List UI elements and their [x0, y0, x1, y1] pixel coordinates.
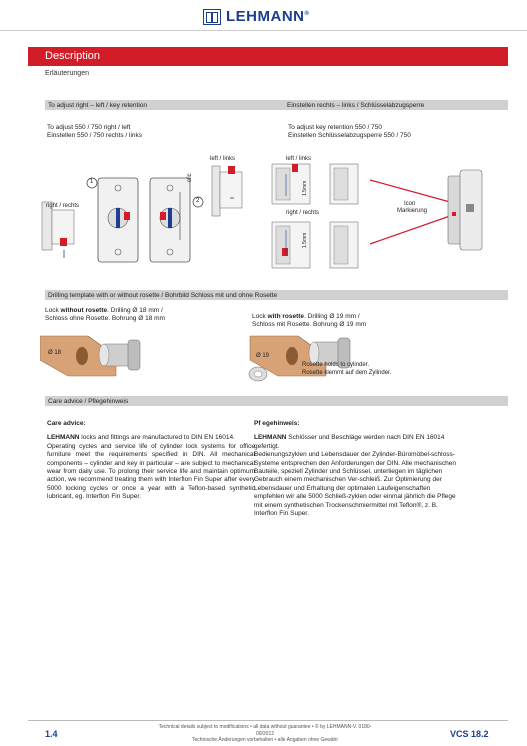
- key-retention-view-right: [330, 164, 358, 268]
- lock-body-1: [98, 178, 138, 262]
- label-icon: Icon: [404, 201, 416, 207]
- label-left-links: left / links: [210, 156, 236, 162]
- adjust-text-right: To adjust key retention 550 / 750 Einstellen Schlüsselabzugsperre 550 / 750: [288, 124, 411, 140]
- section-title-care: Care advice / Pflegehinweis: [48, 397, 129, 405]
- care-advice-en: [47, 420, 257, 502]
- section-bar-care: [45, 396, 508, 406]
- care-para2-en: Operating cycles and service life of cylinder lock systems for office furniture meet the requirements specified in DIN. All mechanical components – cylinder and key in particular – are subject to mechanical wear from daily use. To prolong their service life and maintain optimum action, we recommend treating them with Interflon Fin Super after every 5000 locking cycles or once a year with a Teflon-based synthetic lubricant, eg. Interflon Fin Super.: [47, 442, 255, 501]
- header-rule: [0, 30, 527, 31]
- page-subtitle: Erläuterungen: [45, 70, 89, 77]
- label-step1: 1: [90, 179, 94, 185]
- drilling-illustration: [40, 330, 480, 400]
- section-title-left: To adjust right – left / key retention: [48, 101, 147, 109]
- drilling-text-left: Lock without rosette. Drilling Ø 18 mm / Schloss ohne Rosette. Bohrung Ø 18 mm: [45, 307, 165, 323]
- adjustment-illustration: [40, 150, 500, 280]
- care-advice-de: [254, 420, 464, 518]
- page-title: Description: [45, 50, 101, 62]
- diameter-18: Ø 18: [48, 350, 62, 356]
- lock-side-view-right: [212, 166, 242, 216]
- page-number: 1.4: [45, 729, 58, 739]
- label-right-rechts: right / rechts: [46, 203, 80, 209]
- cylinder-without-rosette: [99, 340, 140, 370]
- cylinder-with-icon: [448, 170, 482, 250]
- drilling-text-right: Lock with rosette. Drilling Ø 19 mm / Schloss mit Rosette. Bohrung Ø 19 mm: [252, 313, 367, 329]
- arrow-to-icon-bottom: [370, 216, 450, 244]
- page-title-bar: [28, 47, 508, 66]
- label-right-rechts-2: right / rechts: [286, 210, 320, 216]
- section-title-right: Einstellen rechts – links / Schlüsselabzugsperre: [287, 101, 425, 109]
- adjust-text-left: To adjust 550 / 750 right / left Einstellen 550 / 750 rechts / links: [47, 124, 143, 140]
- section-title-drilling: Drilling template with or without rosette / Bohrbild Schloss mit und ohne Rosette: [48, 291, 278, 299]
- rosette-note: Rosette holds to cylinder. Rosette klemmt auf dem Zylinder.: [302, 362, 392, 376]
- lehmann-logo: [203, 8, 309, 25]
- doc-code: VCS 18.2: [450, 729, 489, 739]
- label-dim-bottom: 1.5mm: [302, 232, 308, 248]
- care-para1-de: LEHMANN Schlösser und Beschläge werden nach DIN EN 16014 gefertigt.: [254, 434, 445, 450]
- label-step2: 2: [196, 198, 200, 204]
- section-bar-adjust: [45, 100, 508, 110]
- label-markierung: Markierung: [397, 208, 428, 214]
- care-heading-en: Care advice:: [47, 420, 86, 427]
- label-left-links-2: left / links: [286, 156, 312, 162]
- care-para1-en: LEHMANN locks and fittings are manufactured to DIN EN 16014.: [47, 434, 235, 442]
- lehmann-mark-icon: [203, 9, 221, 25]
- care-para2-de: Bedienungszyklen und Lebensdauer der Zylinder-Büromöbel-schloss-Systeme entsprechen den Anforderungen der DIN. Alle mechanischen Bauteile, speziell Zylinder und Schlüssel, unterliegen im täglichen Gebrauch einem mechanischen Ver-schleiß. Zur Optimierung der Lebensdauer und Erhaltung der optimalen Laufeigenschaften empfehlen wir alle 5000 Schließ-zyklen oder einmal jährlich die Pflege mit einem synthetischen Trockenschmiermittel mit Teflon®, z. B. Interflon Fin Super.: [254, 451, 456, 518]
- footer-note: Technical details subject to modifications • all data without guarantee • © by LEHMANN-V. 0180-09/2012 Technische Änderungen vorbehalten • alle Angaben ohne Gewähr: [158, 724, 372, 743]
- footer-rule: [28, 720, 508, 721]
- section-bar-drilling: [45, 290, 508, 300]
- brand-name: LEHMANN®: [226, 8, 310, 25]
- label-clic: clic: [187, 173, 193, 182]
- label-dim-top: 1.5mm: [302, 180, 308, 196]
- rosette-ring: [249, 367, 267, 381]
- arrow-to-icon-top: [370, 180, 450, 202]
- diameter-19: Ø 19: [256, 353, 270, 359]
- lock-body-2: [150, 178, 190, 262]
- care-heading-de: Pf egehinweis:: [254, 420, 300, 427]
